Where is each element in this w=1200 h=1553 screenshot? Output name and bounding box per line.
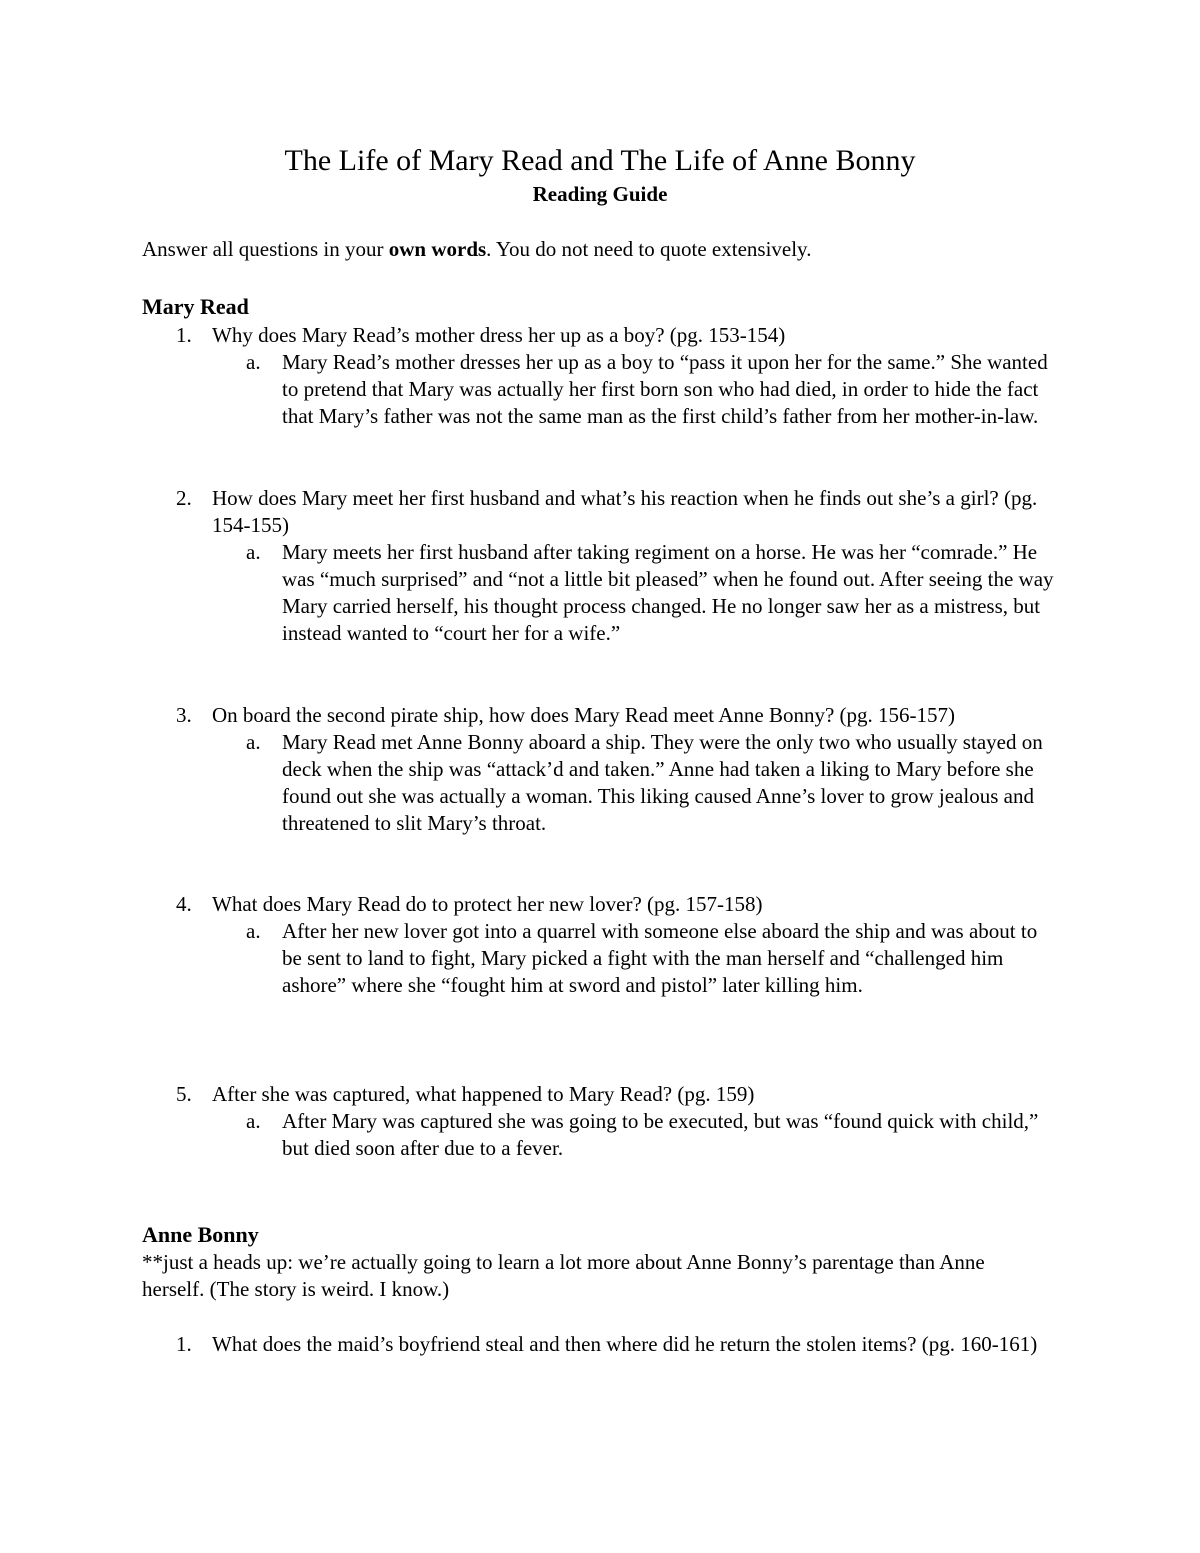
- question-4: [176, 891, 1056, 918]
- question-number: 3.: [176, 703, 192, 727]
- question-number: 4.: [176, 892, 192, 916]
- answer-3: [246, 729, 1056, 837]
- question-number: 5.: [176, 1082, 192, 1106]
- question-text: Why does Mary Read’s mother dress her up as a boy? (pg. 153-154): [212, 323, 786, 347]
- section-heading-mary-read: Mary Read: [142, 294, 249, 319]
- answer-letter: a.: [246, 1109, 261, 1133]
- document-subtitle: Reading Guide: [532, 182, 668, 206]
- question-3: [176, 702, 1056, 729]
- question-text: On board the second pirate ship, how does Mary Read meet Anne Bonny? (pg. 156-157): [212, 703, 955, 727]
- answer-text: After her new lover got into a quarrel with someone else aboard the ship and was about to be sent to land to fight, Mary picked a fight with the man herself and “challenged him ashore” where she “fought him at sword and pistol” later killing him.: [282, 919, 1038, 997]
- answer-text: Mary Read met Anne Bonny aboard a ship. They were the only two who usually stayed on deck when the ship was “attack’d and taken.” Anne had taken a liking to Mary before she found out she was actually a woman. This liking caused Anne’s lover to grow jealous and threatened to slit Mary’s throat.: [282, 730, 1043, 835]
- question-text: What does the maid’s boyfriend steal and then where did he return the stolen items? (pg. 160-161): [212, 1332, 1038, 1356]
- question-text: What does Mary Read do to protect her new lover? (pg. 157-158): [212, 892, 763, 916]
- answer-text: Mary meets her first husband after taking regiment on a horse. He was her “comrade.” He was “much surprised” and “not a little bit pleased” when he found out. After seeing the way Mary carried herself, his thought process changed. He no longer saw her as a mistress, but instead wanted to “court her for a wife.”: [282, 540, 1054, 645]
- answer-letter: a.: [246, 350, 261, 374]
- question-text: After she was captured, what happened to Mary Read? (pg. 159): [212, 1082, 755, 1106]
- answer-letter: a.: [246, 919, 261, 943]
- question-5: [176, 1081, 1056, 1108]
- question-number: 1.: [176, 323, 192, 347]
- answer-letter: a.: [246, 540, 261, 564]
- answer-text: Mary Read’s mother dresses her up as a boy to “pass it upon her for the same.” She wanted to pretend that Mary was actually her first born son who had died, in order to hide the fact that Mary’s father was not the same man as the first child’s father from her mother-in-law.: [282, 350, 1048, 428]
- instructions: [142, 236, 1062, 263]
- instructions-emphasis: own words: [388, 237, 487, 261]
- answer-letter: a.: [246, 730, 261, 754]
- answer-5: [246, 1108, 1056, 1162]
- question-number: 2.: [176, 486, 192, 510]
- answer-1: [246, 349, 1056, 430]
- question-anne-1: [176, 1331, 1056, 1358]
- answer-2: [246, 539, 1056, 647]
- answer-text: After Mary was captured she was going to be executed, but was “found quick with child,” but died soon after due to a fever.: [282, 1109, 1039, 1160]
- instructions-text-start: Answer all questions in your: [142, 237, 389, 261]
- answer-4: [246, 918, 1056, 999]
- section-heading-anne-bonny: Anne Bonny: [142, 1222, 259, 1247]
- section-note: **just a heads up: we’re actually going to learn a lot more about Anne Bonny’s parentage than Anne herself. (The story is weird. I know.): [142, 1250, 985, 1301]
- question-text: How does Mary meet her first husband and what’s his reaction when he finds out she’s a girl? (pg. 154-155): [212, 486, 1038, 537]
- document-title: The Life of Mary Read and The Life of Anne Bonny: [284, 144, 916, 177]
- instructions-text-end: . You do not need to quote extensively.: [486, 237, 812, 261]
- question-2: [176, 485, 1056, 539]
- question-1: [176, 322, 1056, 349]
- question-number: 1.: [176, 1332, 192, 1356]
